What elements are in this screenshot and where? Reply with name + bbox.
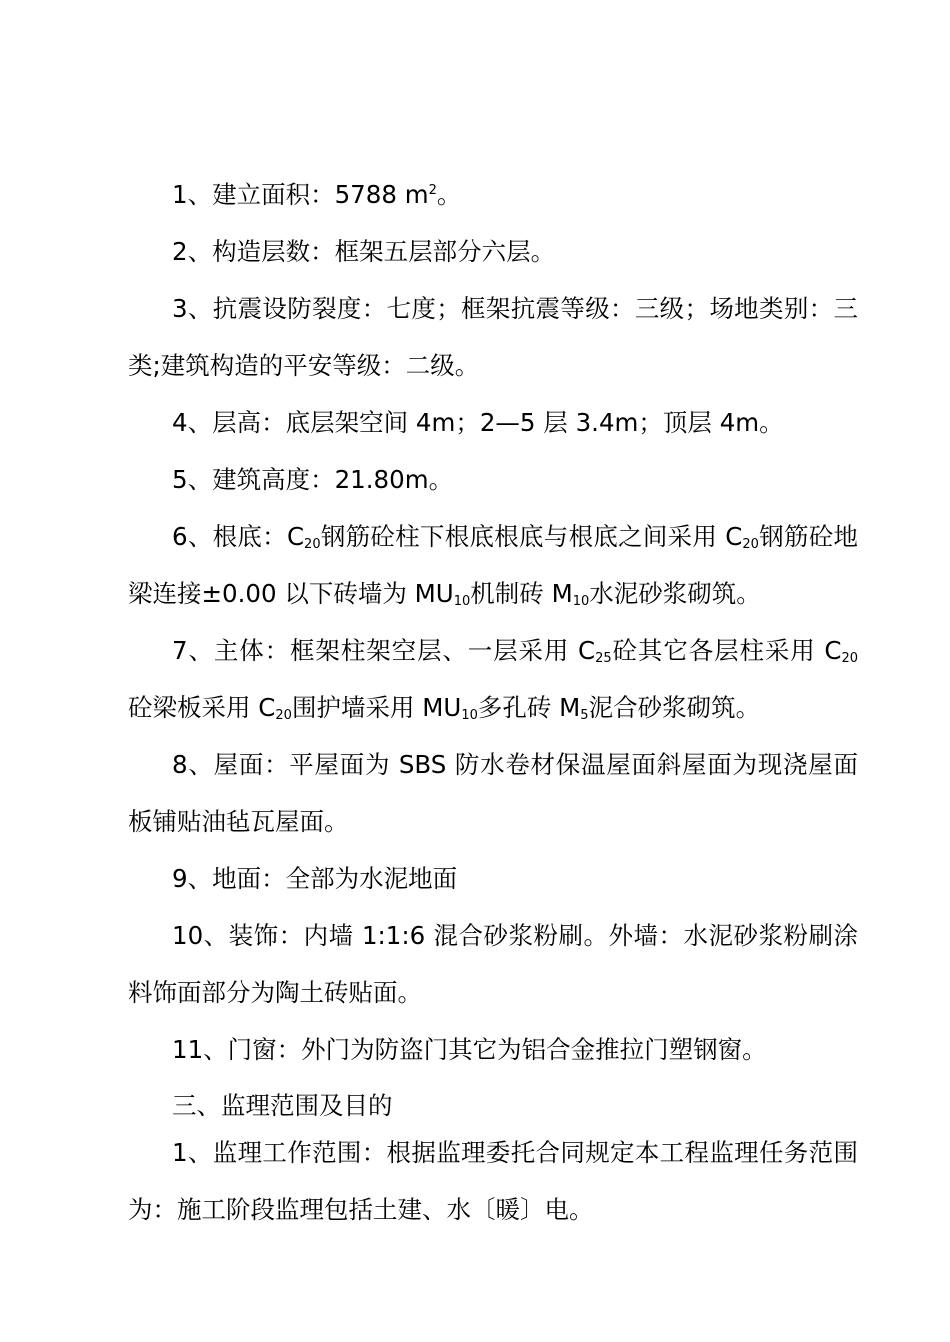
- paragraph-p11: [128, 1021, 858, 1078]
- text-run: 钢筋砼柱下根底根底与根底之间采用 C: [320, 522, 743, 551]
- text-run: 11、门窗：外门为防盗门其它为铝合金推拉门塑钢窗。: [172, 1035, 767, 1064]
- paragraph-p5: [128, 451, 858, 508]
- paragraph-p8: [128, 736, 858, 850]
- section-heading: [128, 1086, 858, 1126]
- subscript: 20: [742, 537, 759, 552]
- text-run: 8、屋面：平屋面为 SBS 防水卷材保温屋面斜屋面为现浇屋面板铺贴油毡瓦屋面。: [128, 750, 858, 836]
- subscript: 10: [461, 708, 478, 723]
- paragraph-p12: [128, 1124, 858, 1238]
- subscript: 10: [453, 594, 471, 609]
- text-run: 水泥砂浆砌筑。: [589, 579, 761, 608]
- paragraph-p1: [128, 166, 858, 223]
- text-run: 多孔砖 M: [477, 693, 581, 722]
- text-run: 3、抗震设防裂度：七度；框架抗震等级：三级；场地类别：三类;建筑构造的平安等级：二级。: [128, 294, 858, 380]
- text-run: 。: [436, 180, 462, 209]
- text-run: 2、构造层数：框架五层部分六层。: [172, 237, 556, 266]
- subscript: 20: [275, 708, 292, 723]
- text-run: 泥合砂浆砌筑。: [588, 693, 761, 722]
- text-run: 机制砖 M: [470, 579, 573, 608]
- text-run: 6、根底：C: [172, 522, 305, 551]
- subscript: 20: [304, 537, 321, 552]
- paragraph-p9: [128, 850, 858, 907]
- paragraph-p6: [128, 508, 858, 622]
- paragraph-p2: [128, 223, 858, 280]
- text-run: 7、主体：框架柱架空层、一层采用 C: [172, 636, 596, 665]
- subscript: 5: [580, 708, 589, 723]
- subscript: 25: [595, 651, 612, 666]
- paragraph-p4: [128, 394, 858, 451]
- text-run: 1、监理工作范围：根据监理委托合同规定本工程监理任务范围为：施工阶段监理包括土建、水〔暖〕电。: [128, 1138, 858, 1224]
- text-run: 4、层高：底层架空间 4m；2—5 层 3.4m；顶层 4m。: [172, 408, 784, 437]
- text-run: 砼梁板采用 C: [128, 693, 276, 722]
- text-run: 9、地面：全部为水泥地面: [172, 864, 458, 893]
- text-run: 钢筋砼地梁连接±0.00 以下砖墙为 MU: [128, 522, 858, 608]
- paragraph-p7: [128, 622, 858, 736]
- paragraph-p10: [128, 907, 858, 1021]
- subscript: 20: [841, 651, 858, 666]
- text-run: 5、建筑高度：21.80m。: [172, 465, 454, 494]
- paragraph-p3: [128, 280, 858, 394]
- text-run: 砼其它各层柱采用 C: [611, 636, 842, 665]
- text-run: 10、装饰：内墙 1:1:6 混合砂浆粉刷。外墙：水泥砂浆粉刷涂料饰面部分为陶土砖贴面。: [128, 921, 858, 1007]
- text-run: 1、建立面积：5788 m: [172, 180, 429, 209]
- text-run: 围护墙采用 MU: [291, 693, 462, 722]
- document-body: [128, 166, 858, 1238]
- superscript: 2: [428, 183, 437, 198]
- text-run: 三、监理范围及目的: [172, 1091, 393, 1120]
- subscript: 10: [572, 594, 590, 609]
